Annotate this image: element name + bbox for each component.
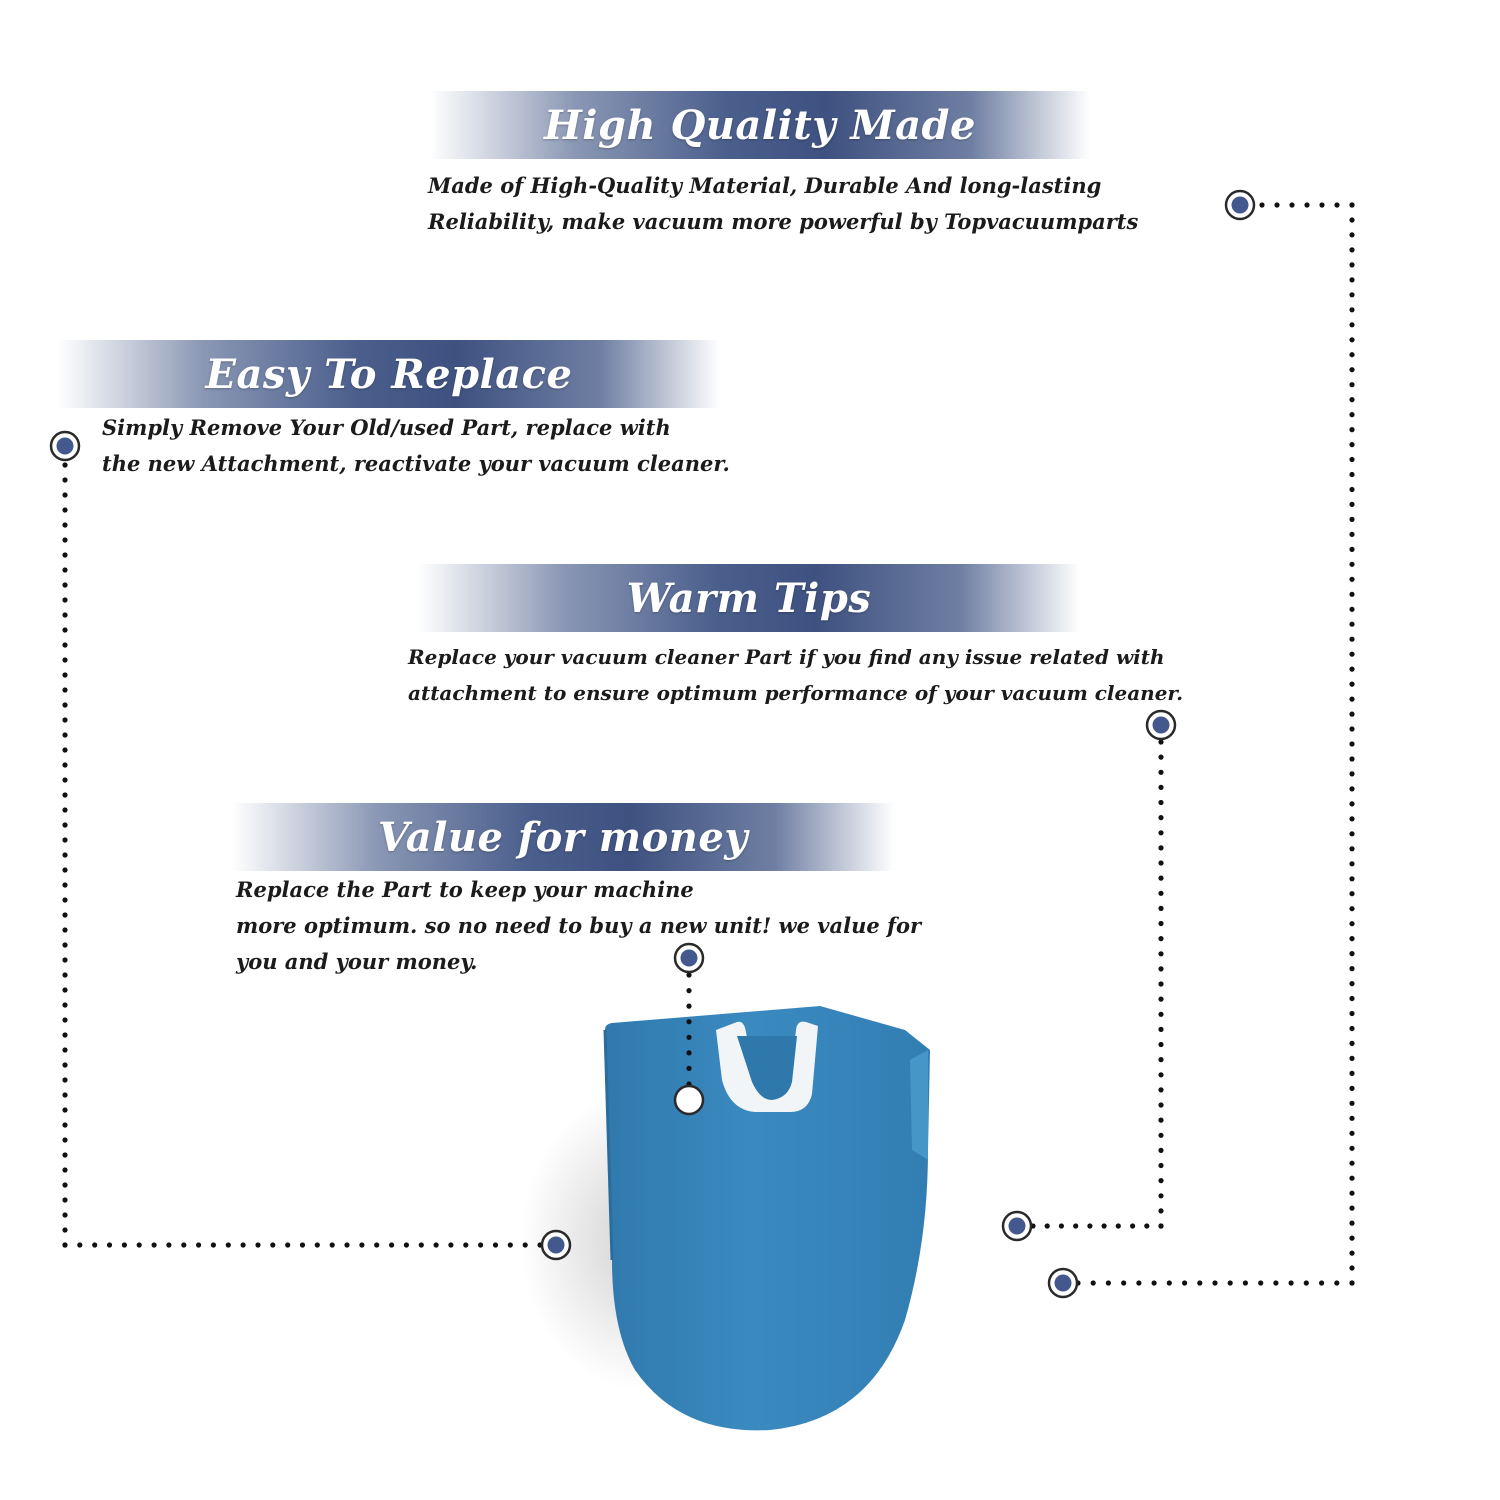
description-line: more optimum. so no need to buy a new unit! we value for (236, 913, 922, 938)
product-marker-left (542, 1231, 570, 1259)
feature-title-warm-tips: Warm Tips (626, 574, 872, 622)
feature-title-value: Value for money (377, 813, 749, 861)
callout-marker-value (675, 944, 703, 972)
connector-easy-replace (62, 462, 542, 1247)
product-marker-right-lower (1049, 1269, 1077, 1297)
description-line: Replace your vacuum cleaner Part if you find any issue related with (408, 645, 1165, 669)
callout-marker-easy-replace (51, 432, 79, 460)
description-line: attachment to ensure optimum performance of your vacuum cleaner. (408, 681, 1184, 705)
feature-title-easy-replace: Easy To Replace (205, 350, 573, 398)
description-line: Reliability, make vacuum more powerful by Topvacuumparts (428, 209, 1139, 234)
callout-marker-warm-tips (1147, 711, 1175, 739)
product-marker-slot (675, 1086, 703, 1114)
description-line: Made of High-Quality Material, Durable And long-lasting (428, 173, 1102, 198)
product-marker-right-upper (1003, 1212, 1031, 1240)
description-line: the new Attachment, reactivate your vacuum cleaner. (102, 451, 730, 476)
description-line: you and your money. (236, 949, 478, 974)
description-line: Replace the Part to keep your machine (236, 877, 694, 902)
description-line: Simply Remove Your Old/used Part, replace with (102, 415, 671, 440)
vacuum-attachment-image (520, 1006, 930, 1430)
connector-warm-tips (1030, 739, 1163, 1228)
callout-marker-high-quality (1226, 191, 1254, 219)
connector-high-quality (1075, 202, 1354, 1285)
feature-title-high-quality: High Quality Made (544, 101, 976, 149)
